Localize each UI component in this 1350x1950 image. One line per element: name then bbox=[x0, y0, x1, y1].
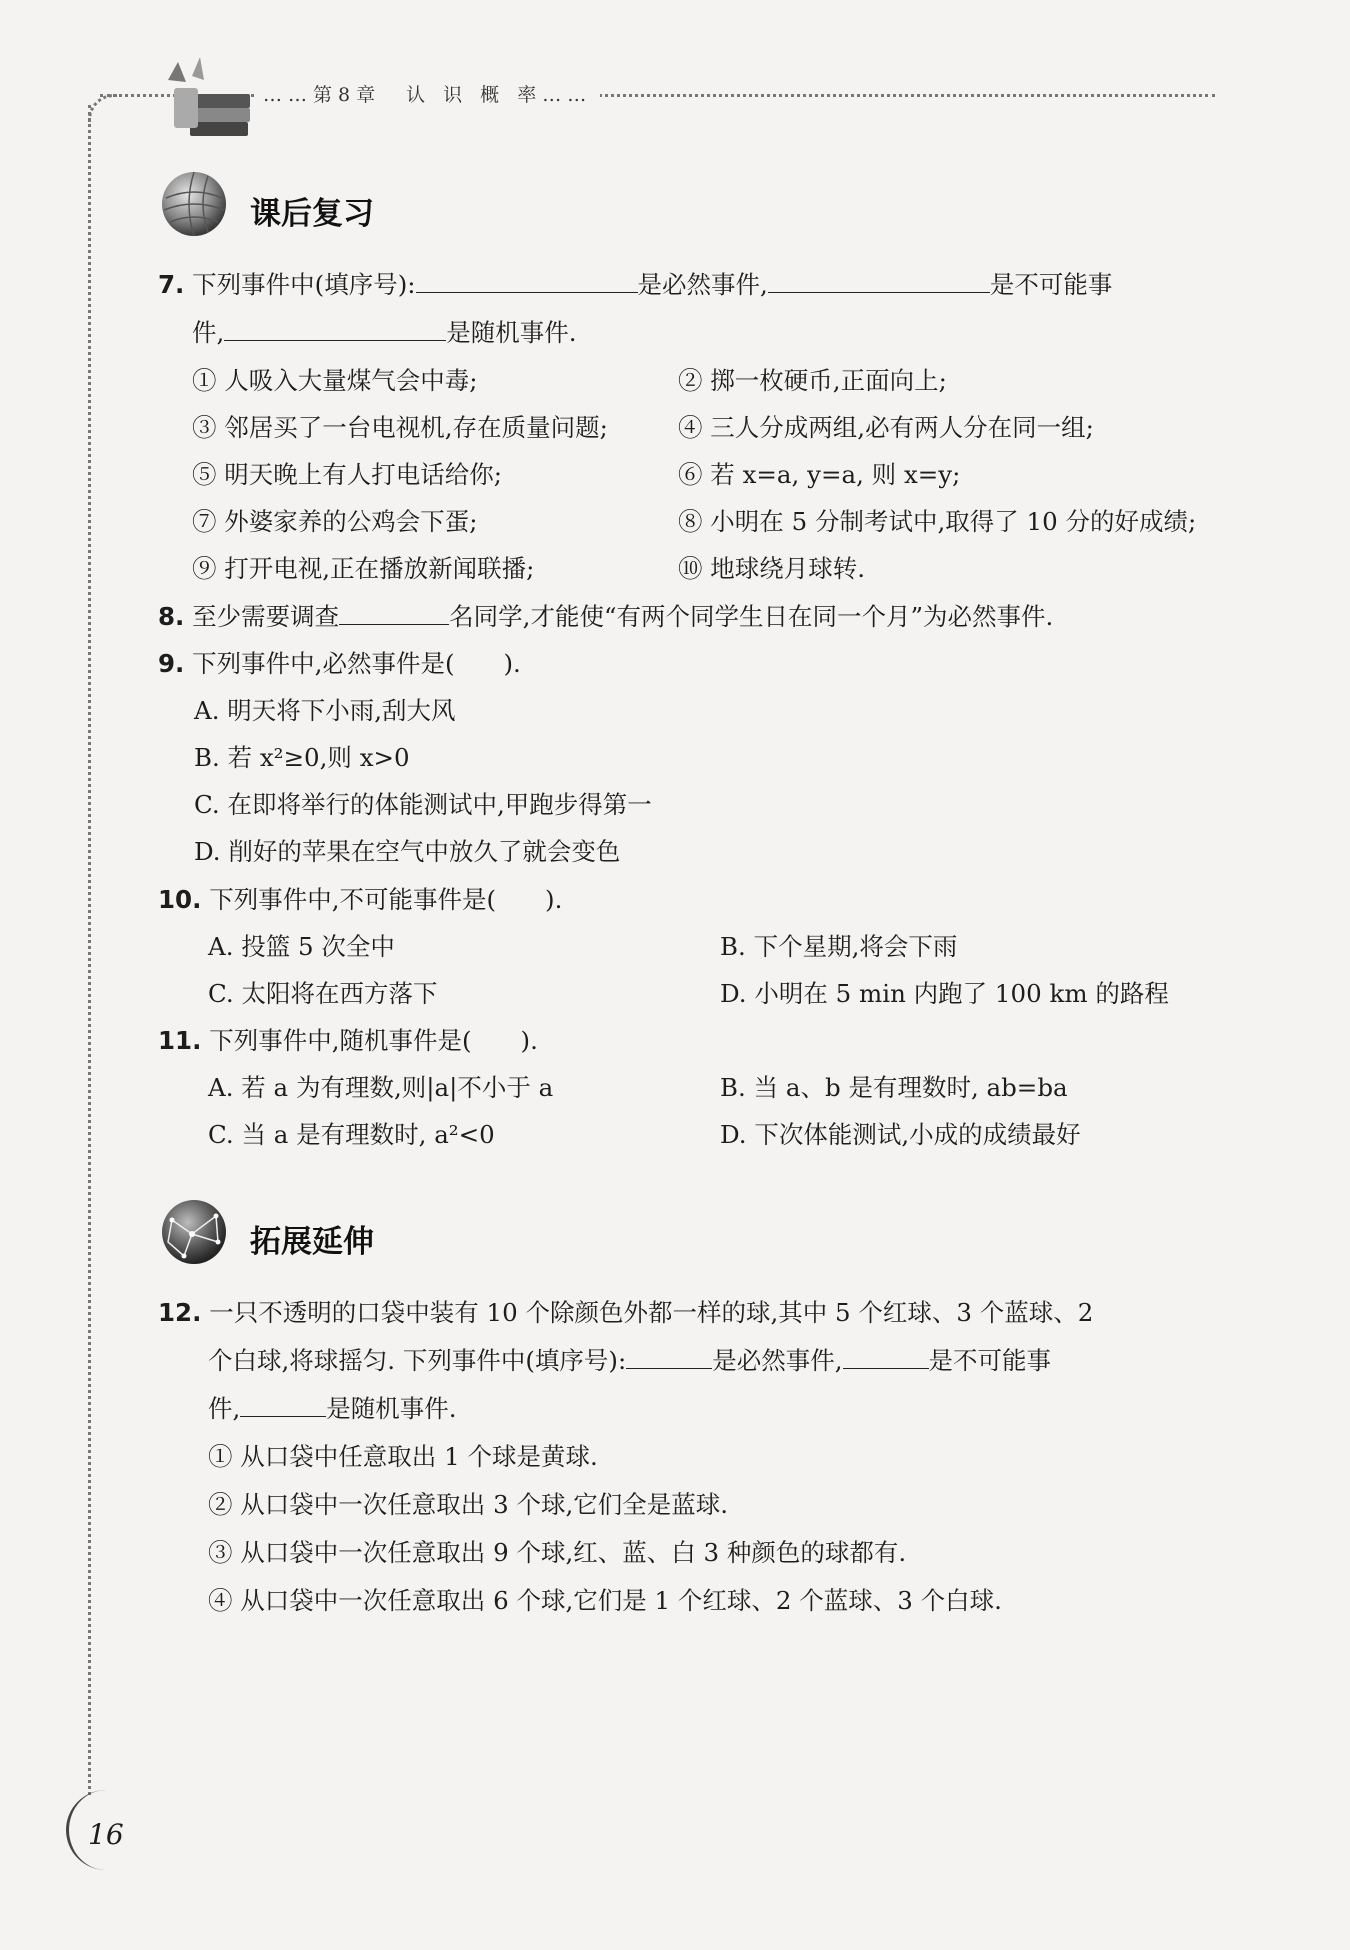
q10-option[interactable]: A. 投篮 5 次全中 bbox=[208, 932, 395, 961]
q7-line-2 bbox=[192, 316, 577, 350]
q11-option[interactable]: D. 下次体能测试,小成的成绩最好 bbox=[720, 1120, 1081, 1149]
chapter-header: ……第8章 认 识 概 率…… bbox=[255, 80, 600, 107]
globe-icon bbox=[158, 168, 230, 240]
question-number: 7. bbox=[158, 270, 185, 299]
q12-stem: 个白球,将球摇匀. 下列事件中(填序号): bbox=[208, 1346, 627, 1375]
left-dotted-border bbox=[88, 105, 91, 1795]
question-number: 11. bbox=[158, 1026, 202, 1055]
q7-item: ② 掷一枚硬币,正面向上; bbox=[678, 366, 947, 395]
answer-blank[interactable] bbox=[626, 1344, 712, 1369]
answer-blank[interactable] bbox=[416, 268, 638, 293]
q8-stem: 至少需要调查 bbox=[192, 602, 340, 631]
q12-stem: 件, bbox=[208, 1394, 241, 1423]
q12-item: ① 从口袋中任意取出 1 个球是黄球. bbox=[208, 1442, 598, 1471]
q7-item: ⑦ 外婆家养的公鸡会下蛋; bbox=[192, 507, 478, 536]
q7-stem: 是必然事件, bbox=[637, 270, 768, 299]
border-corner bbox=[88, 94, 117, 123]
q12-line-1 bbox=[158, 1296, 1093, 1330]
q8-line bbox=[158, 600, 1053, 634]
q12-item: ② 从口袋中一次任意取出 3 个球,它们全是蓝球. bbox=[208, 1490, 729, 1519]
q7-item: ⑥ 若 x=a, y=a, 则 x=y; bbox=[678, 460, 961, 489]
q11-stem: 下列事件中,随机事件是( ). bbox=[209, 1026, 538, 1055]
q10-stem-line bbox=[158, 883, 562, 917]
q12-item: ③ 从口袋中一次任意取出 9 个球,红、蓝、白 3 种颜色的球都有. bbox=[208, 1538, 907, 1567]
q10-stem: 下列事件中,不可能事件是( ). bbox=[209, 885, 563, 914]
q9-stem: 下列事件中,必然事件是( ). bbox=[192, 649, 521, 678]
q12-line-2 bbox=[208, 1344, 1051, 1378]
q7-item: ① 人吸入大量煤气会中毒; bbox=[192, 366, 478, 395]
question-number: 10. bbox=[158, 885, 202, 914]
q12-stem: 是不可能事 bbox=[928, 1346, 1052, 1375]
q9-option[interactable]: D. 削好的苹果在空气中放久了就会变色 bbox=[194, 837, 621, 866]
answer-blank[interactable] bbox=[240, 1392, 326, 1417]
books-logo-icon bbox=[148, 52, 258, 142]
q7-line-1 bbox=[158, 268, 1112, 302]
q9-option[interactable]: C. 在即将举行的体能测试中,甲跑步得第一 bbox=[194, 790, 652, 819]
q7-item: ④ 三人分成两组,必有两人分在同一组; bbox=[678, 413, 1094, 442]
q11-option[interactable]: C. 当 a 是有理数时, a²<0 bbox=[208, 1120, 495, 1149]
q12-stem: 一只不透明的口袋中装有 10 个除颜色外都一样的球,其中 5 个红球、3 个蓝球、2 bbox=[209, 1298, 1094, 1327]
q12-stem: 是必然事件, bbox=[712, 1346, 843, 1375]
q12-line-3 bbox=[208, 1392, 457, 1426]
question-number: 9. bbox=[158, 649, 185, 678]
q7-item: ③ 邻居买了一台电视机,存在质量问题; bbox=[192, 413, 608, 442]
answer-blank[interactable] bbox=[224, 316, 446, 341]
page-number: 16 bbox=[88, 1818, 124, 1851]
q9-stem-line bbox=[158, 647, 521, 681]
q7-stem: 是随机事件. bbox=[446, 318, 577, 347]
q7-stem: 件, bbox=[192, 318, 225, 347]
network-globe-icon bbox=[158, 1196, 230, 1268]
q7-item: ⑨ 打开电视,正在播放新闻联播; bbox=[192, 554, 535, 583]
q12-item: ④ 从口袋中一次任意取出 6 个球,它们是 1 个红球、2 个蓝球、3 个白球. bbox=[208, 1586, 1002, 1615]
q11-option[interactable]: B. 当 a、b 是有理数时, ab=ba bbox=[720, 1073, 1068, 1102]
q7-item: ⑧ 小明在 5 分制考试中,取得了 10 分的好成绩; bbox=[678, 507, 1197, 536]
q10-option[interactable]: B. 下个星期,将会下雨 bbox=[720, 932, 958, 961]
question-number: 8. bbox=[158, 602, 185, 631]
q7-item: ⑩ 地球绕月球转. bbox=[678, 554, 866, 583]
q12-stem: 是随机事件. bbox=[326, 1394, 457, 1423]
section-title: 课后复习 bbox=[250, 196, 374, 232]
q11-option[interactable]: A. 若 a 为有理数,则|a|不小于 a bbox=[208, 1073, 554, 1102]
answer-blank[interactable] bbox=[339, 600, 449, 625]
q8-stem: 名同学,才能使“有两个同学生日在同一个月”为必然事件. bbox=[449, 602, 1054, 631]
q7-stem: 是不可能事 bbox=[989, 270, 1113, 299]
q9-option[interactable]: B. 若 x²≥0,则 x>0 bbox=[194, 743, 410, 772]
q10-option[interactable]: C. 太阳将在西方落下 bbox=[208, 979, 438, 1008]
answer-blank[interactable] bbox=[768, 268, 990, 293]
q11-stem-line bbox=[158, 1024, 538, 1058]
q7-stem: 下列事件中(填序号): bbox=[192, 270, 416, 299]
question-number: 12. bbox=[158, 1298, 202, 1327]
q9-option[interactable]: A. 明天将下小雨,刮大风 bbox=[194, 696, 456, 725]
answer-blank[interactable] bbox=[843, 1344, 929, 1369]
q7-item: ⑤ 明天晚上有人打电话给你; bbox=[192, 460, 503, 489]
section-title: 拓展延伸 bbox=[250, 1224, 374, 1260]
q10-option[interactable]: D. 小明在 5 min 内跑了 100 km 的路程 bbox=[720, 979, 1169, 1008]
